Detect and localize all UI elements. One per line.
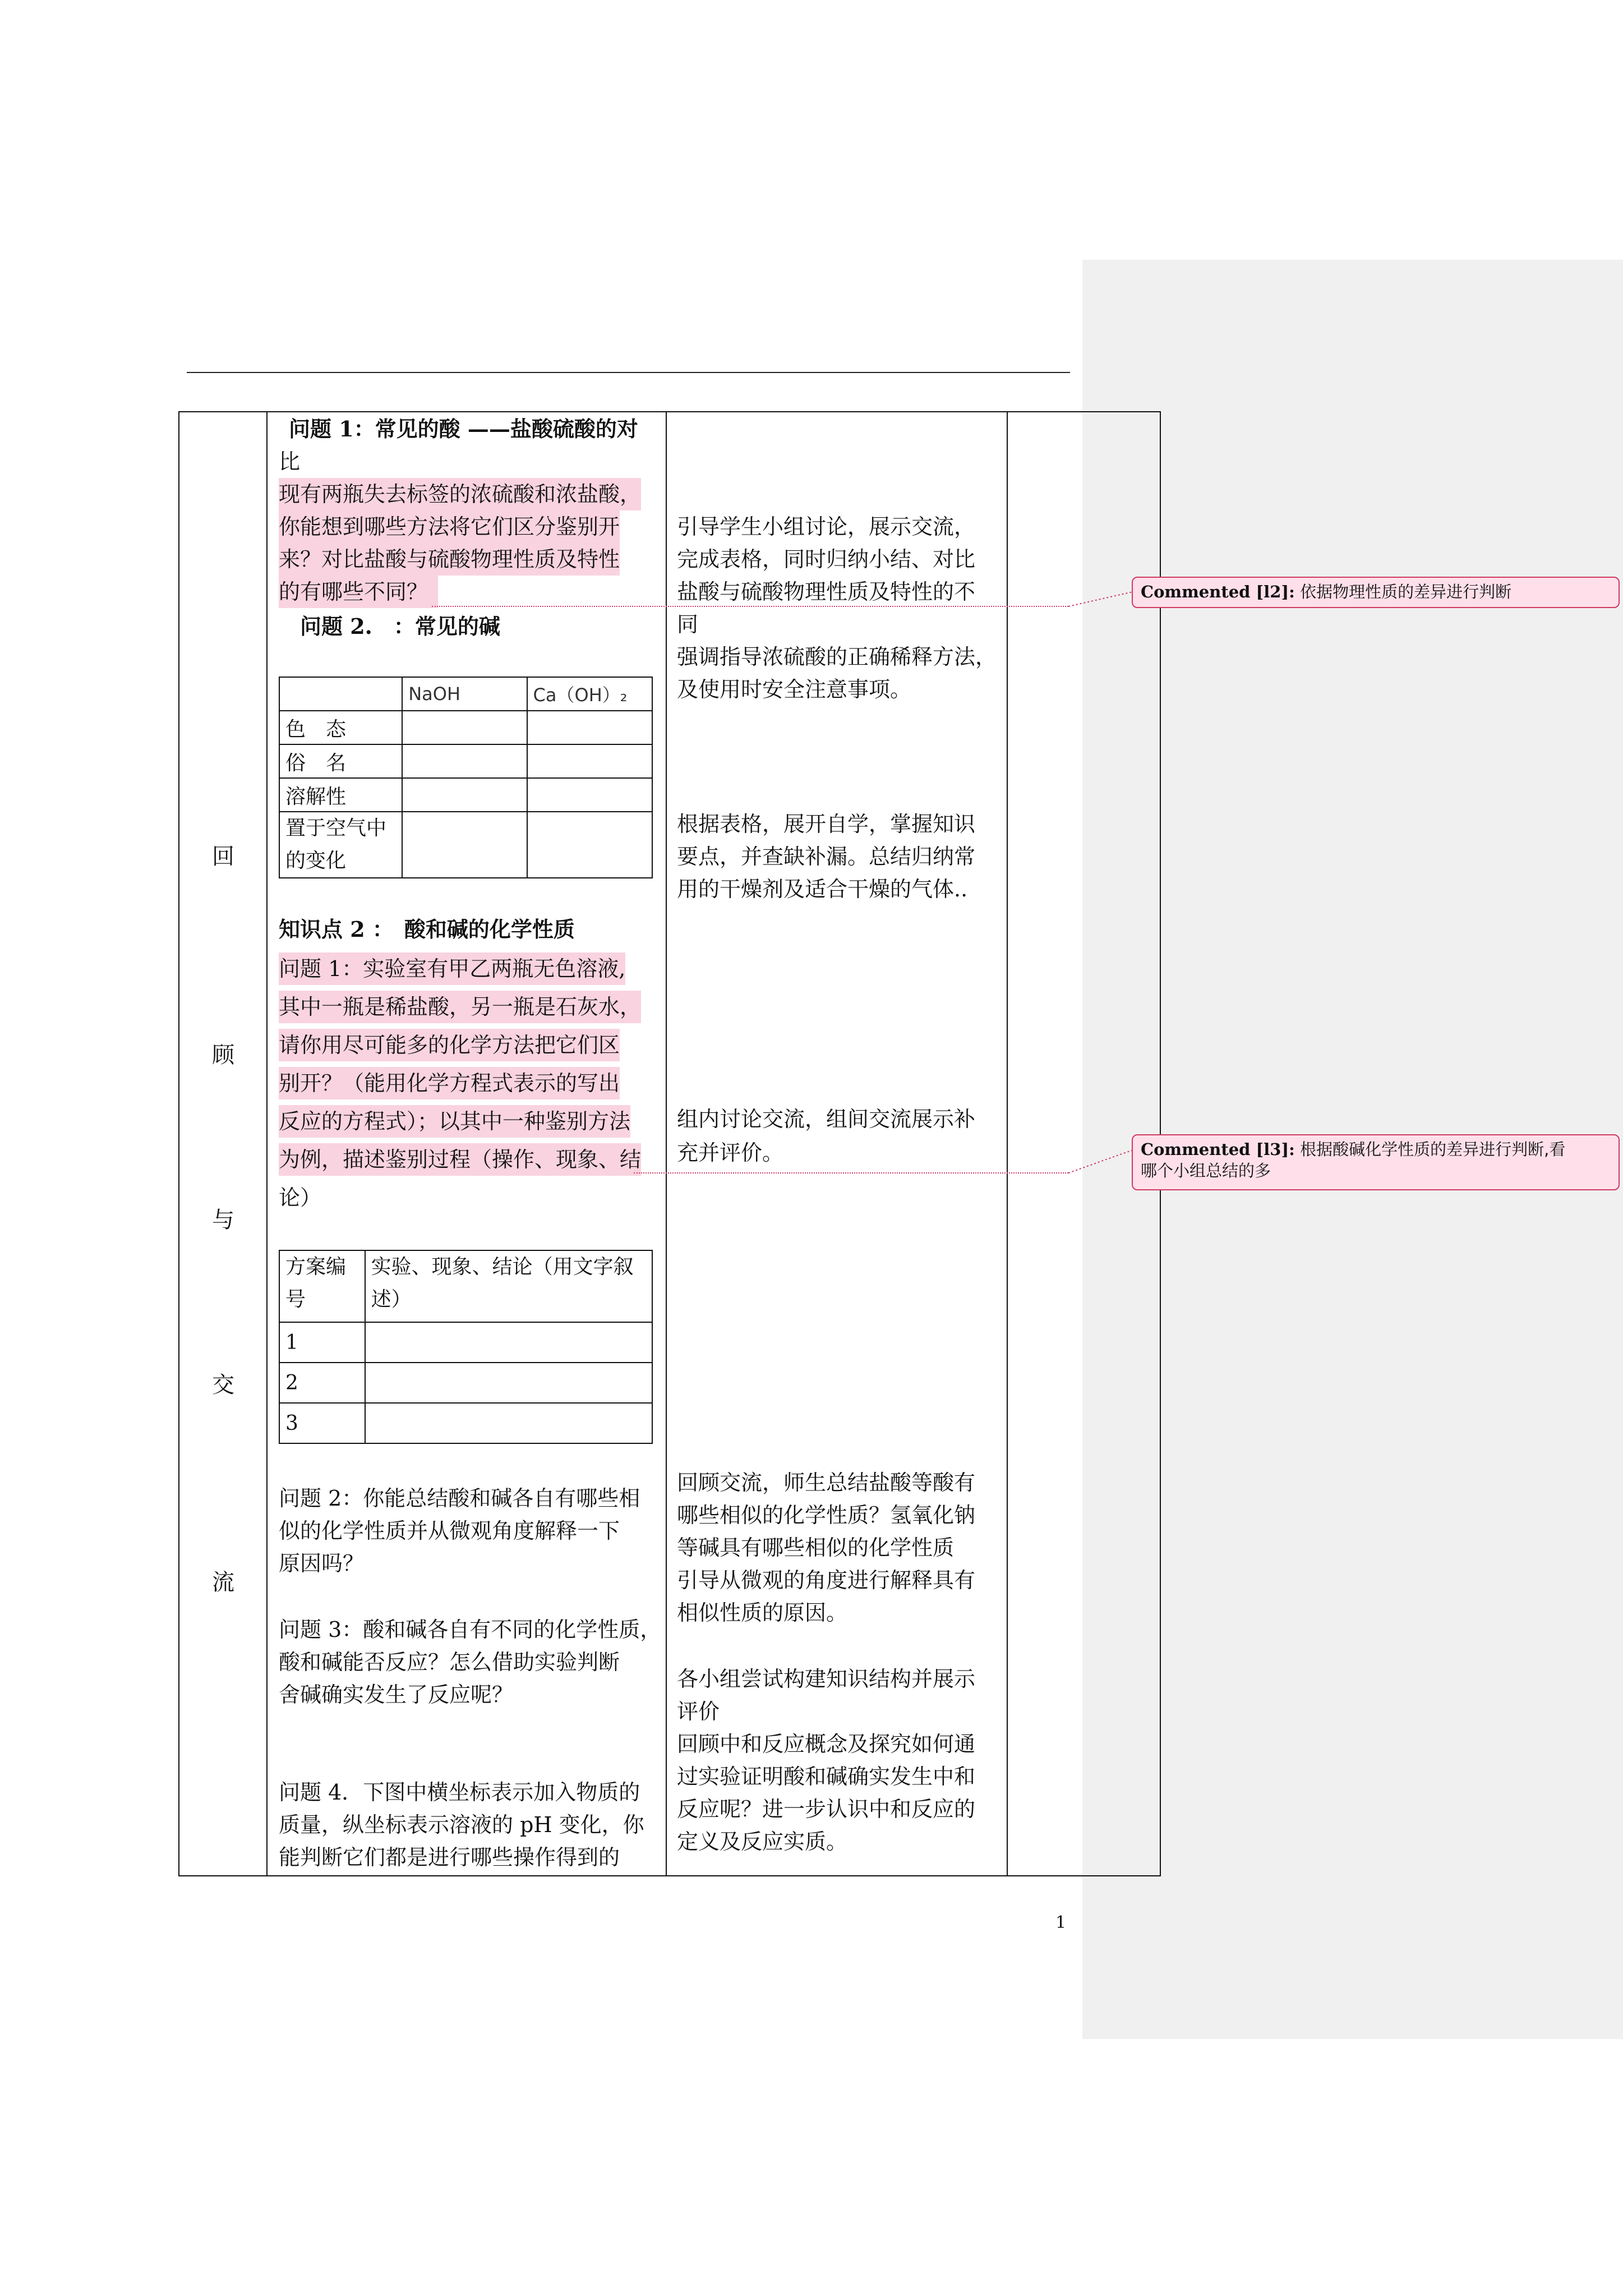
kp2-question-1-line: 论） xyxy=(279,1185,322,1210)
teacher-activity-line: 根据表格，展开自学，掌握知识 xyxy=(677,812,976,836)
kp2-question-1-line: 反应的方程式）；以其中一种鉴别方法 xyxy=(279,1105,630,1138)
question-4-line: 质量，纵坐标表示溶液的 pH 变化，你 xyxy=(279,1812,644,1837)
table-header-cell: NaOH xyxy=(402,677,527,711)
question-2b-line: 似的化学性质并从微观角度解释一下 xyxy=(279,1519,620,1543)
side-char: 顾 xyxy=(212,1042,234,1068)
table-header-cell xyxy=(279,677,402,711)
teacher-activity-line: 定义及反应实质。 xyxy=(677,1829,848,1854)
teacher-activity-line: 同 xyxy=(677,612,699,637)
table-header-cell: Ca（OH）₂ xyxy=(527,677,652,711)
teacher-activity-line: 充并评价。 xyxy=(677,1140,784,1165)
question-4-line: 能判断它们都是进行哪些操作得到的 xyxy=(279,1845,620,1870)
comment-connector xyxy=(432,606,1068,607)
question-3-line: 舍碱确实发生了反应呢？ xyxy=(279,1682,514,1707)
table-cell xyxy=(365,1403,652,1443)
side-char: 交 xyxy=(212,1372,234,1398)
table-row-label: 置于空气中的变化 xyxy=(279,812,402,878)
column-divider xyxy=(666,411,667,1876)
knowledge-point-2-title: 知识点 2 ： 酸和碱的化学性质 xyxy=(279,917,575,942)
side-char: 回 xyxy=(212,844,234,869)
header-rule xyxy=(187,372,1070,373)
question-2b-line: 原因吗？ xyxy=(279,1551,365,1576)
question-1-title-cont: 比 xyxy=(279,449,301,474)
kp2-question-1-line: 请你用尽可能多的化学方法把它们区 xyxy=(279,1029,620,1061)
teacher-activity-line: 要点，并查缺补漏。总结归纳常 xyxy=(677,844,976,869)
side-char: 与 xyxy=(212,1207,234,1233)
table-row-label: 溶解性 xyxy=(279,778,402,812)
teacher-activity-line: 盐酸与硫酸物理性质及特性的不 xyxy=(677,579,976,604)
teacher-activity-line: 回顾中和反应概念及探究如何通 xyxy=(677,1732,976,1756)
table-row-label: 1 xyxy=(279,1322,365,1363)
table-header-cell: 方案编号 xyxy=(279,1250,365,1322)
question-2-title: 问题 2. ：常见的碱 xyxy=(300,614,500,639)
teacher-activity-line: 相似性质的原因。 xyxy=(677,1600,848,1625)
table-cell xyxy=(365,1322,652,1363)
comment-bubble[interactable] xyxy=(1132,577,1620,608)
table-cell xyxy=(527,711,652,744)
table-cell xyxy=(527,812,652,878)
teacher-activity-line: 引导从微观的角度进行解释具有 xyxy=(677,1568,976,1593)
kp2-question-1-line: 为例，描述鉴别过程（操作、现象、结 xyxy=(279,1143,641,1176)
column-divider xyxy=(1007,411,1008,1876)
question-1-body-line: 的有哪些不同？ xyxy=(279,576,438,608)
question-1-title: 问题 1：常见的酸 ——盐酸硫酸的对 xyxy=(289,416,638,441)
table-row-label: 色 态 xyxy=(279,711,402,744)
side-char: 流 xyxy=(212,1570,234,1595)
question-2b-line: 问题 2：你能总结酸和碱各自有哪些相 xyxy=(279,1486,640,1511)
table-cell xyxy=(527,744,652,778)
comment-connector-diagonal xyxy=(1066,1147,1136,1175)
column-divider xyxy=(266,411,268,1876)
table-cell xyxy=(402,812,527,878)
table-row-label: 俗 名 xyxy=(279,744,402,778)
teacher-activity-line: 哪些相似的化学性质？氢氧化钠 xyxy=(677,1503,976,1527)
teacher-activity-line: 反应呢？进一步认识中和反应的 xyxy=(677,1797,976,1821)
kp2-question-1-line: 其中一瓶是稀盐酸，另一瓶是石灰水， xyxy=(279,991,641,1023)
teacher-activity-line: 回顾交流，师生总结盐酸等酸有 xyxy=(677,1470,976,1495)
table-cell xyxy=(402,711,527,744)
question-1-body-line: 现有两瓶失去标签的浓硫酸和浓盐酸， xyxy=(279,478,641,510)
comment-label: Commented [l2]: xyxy=(1141,582,1295,601)
table-cell xyxy=(402,744,527,778)
teacher-activity-line: 完成表格，同时归纳小结、对比 xyxy=(677,547,976,572)
page-number: 1 xyxy=(1055,1913,1067,1932)
comment-text: 根据酸碱化学性质的差异进行判断,看 xyxy=(1300,1140,1566,1159)
teacher-activity-line: 引导学生小组讨论，展示交流， xyxy=(677,514,976,539)
question-3-line: 问题 3：酸和碱各自有不同的化学性质， xyxy=(279,1617,662,1642)
comment-text: 哪个小组总结的多 xyxy=(1141,1161,1271,1180)
comment-connector-diagonal xyxy=(1066,589,1136,608)
question-3-line: 酸和碱能否反应？怎么借助实验判断 xyxy=(279,1650,620,1674)
table-cell xyxy=(402,778,527,812)
teacher-activity-line: 强调指导浓硫酸的正确稀释方法， xyxy=(677,645,997,669)
teacher-activity-line: 用的干燥剂及适合干燥的气体.. xyxy=(677,877,968,901)
comment-label: Commented [l3]: xyxy=(1141,1140,1295,1159)
question-1-body-line: 来？对比盐酸与硫酸物理性质及特性 xyxy=(279,543,620,576)
teacher-activity-line: 及使用时安全注意事项。 xyxy=(677,677,912,702)
table-cell xyxy=(527,778,652,812)
plan-table xyxy=(279,1250,653,1444)
table-cell xyxy=(365,1363,652,1403)
kp2-question-1-line: 问题 1：实验室有甲乙两瓶无色溶液, xyxy=(279,953,625,985)
teacher-activity-line: 过实验证明酸和碱确实发生中和 xyxy=(677,1764,976,1789)
teacher-activity-line: 等碱具有哪些相似的化学性质 xyxy=(677,1535,955,1560)
teacher-activity-line: 组内讨论交流，组间交流展示补 xyxy=(677,1107,976,1131)
comment-connector xyxy=(634,1172,1068,1174)
table-row-label: 2 xyxy=(279,1363,365,1403)
comment-bubble[interactable] xyxy=(1132,1134,1620,1190)
teacher-activity-line: 评价 xyxy=(677,1699,720,1724)
table-header-cell: 实验、现象、结论（用文字叙述） xyxy=(365,1250,652,1322)
comment-text: 依据物理性质的差异进行判断 xyxy=(1300,582,1512,601)
question-1-body-line: 你能想到哪些方法将它们区分鉴别开 xyxy=(279,510,620,543)
teacher-activity-line: 各小组尝试构建知识结构并展示 xyxy=(677,1667,976,1691)
base-table xyxy=(279,677,653,878)
kp2-question-1-line: 别开？（能用化学方程式表示的写出 xyxy=(279,1067,620,1099)
question-4-line: 问题 4．下图中横坐标表示加入物质的 xyxy=(279,1780,640,1805)
table-row-label: 3 xyxy=(279,1403,365,1443)
